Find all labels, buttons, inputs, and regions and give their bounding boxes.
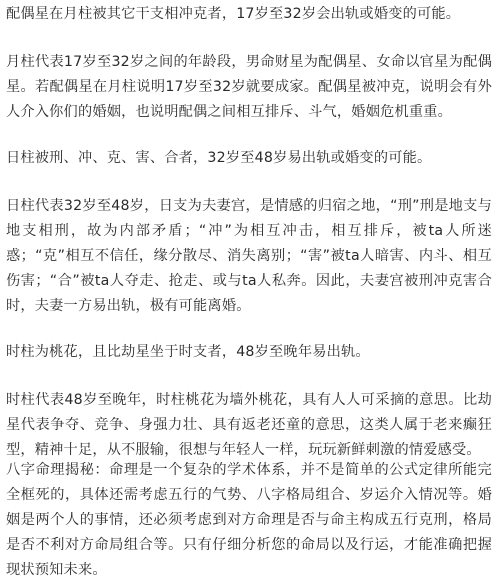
paragraph-7: 八字命理揭秘：命理是一个复杂的学术体系，并不是简单的公式定律所能完全框死的，具体还需考虑五行的气势、八字格局组合、岁运介入情况等。婚姻是两个人的事情，还必须考虑到对方命理是否与命主构成五行克刑，格局是否不利对方命局组合等。只有仔细分析您的命局以及行运，才能准确把握现状预知未来。: [6, 462, 492, 578]
paragraph-1: 配偶星在月柱被其它干支相冲克者，17岁至32岁会出轨或婚变的可能。: [6, 6, 461, 22]
paragraph-5: 时柱为桃花，且比劫星坐于时支者，48岁至晚年易出轨。: [6, 344, 370, 360]
paragraph-2: 月柱代表17岁至32岁之间的年龄段，男命财星为配偶星、女命以官星为配偶星。若配偶星在月柱说明17岁至32岁就要成家。配偶星被冲克，说明会有外人介入你们的婚姻，也说明配偶之间相互排斥、斗气，婚姻危机重重。: [6, 54, 492, 120]
paragraph-6: 时柱代表48岁至晚年，时柱桃花为墙外桃花，具有人人可采摘的意思。比劫星代表争夺、竞争、身强力壮、具有返老还童的意思，这类人属于老来癫狂型，精神十足，从不服输，很想与年轻人一样，玩玩新鲜刺激的情爱感受。: [6, 392, 492, 458]
paragraph-3: 日柱被刑、冲、克、害、合者，32岁至48岁易出轨或婚变的可能。: [6, 150, 432, 166]
paragraph-4: 日柱代表32岁至48岁，日支为夫妻宫，是情感的归宿之地，“刑”刑是地支与地支相刑，故为内部矛盾；“冲”为相互冲击，相互排斥，被ta人所迷惑；“克”相互不信任，缘分散尽、消失离别；“害”被ta人暗害、内斗、相互伤害；“合”被ta人夺走、抢走、或与ta人私奔。因此，夫妻宫被刑冲克害合时，夫妻一方易出轨，极有可能离婚。: [6, 198, 492, 314]
